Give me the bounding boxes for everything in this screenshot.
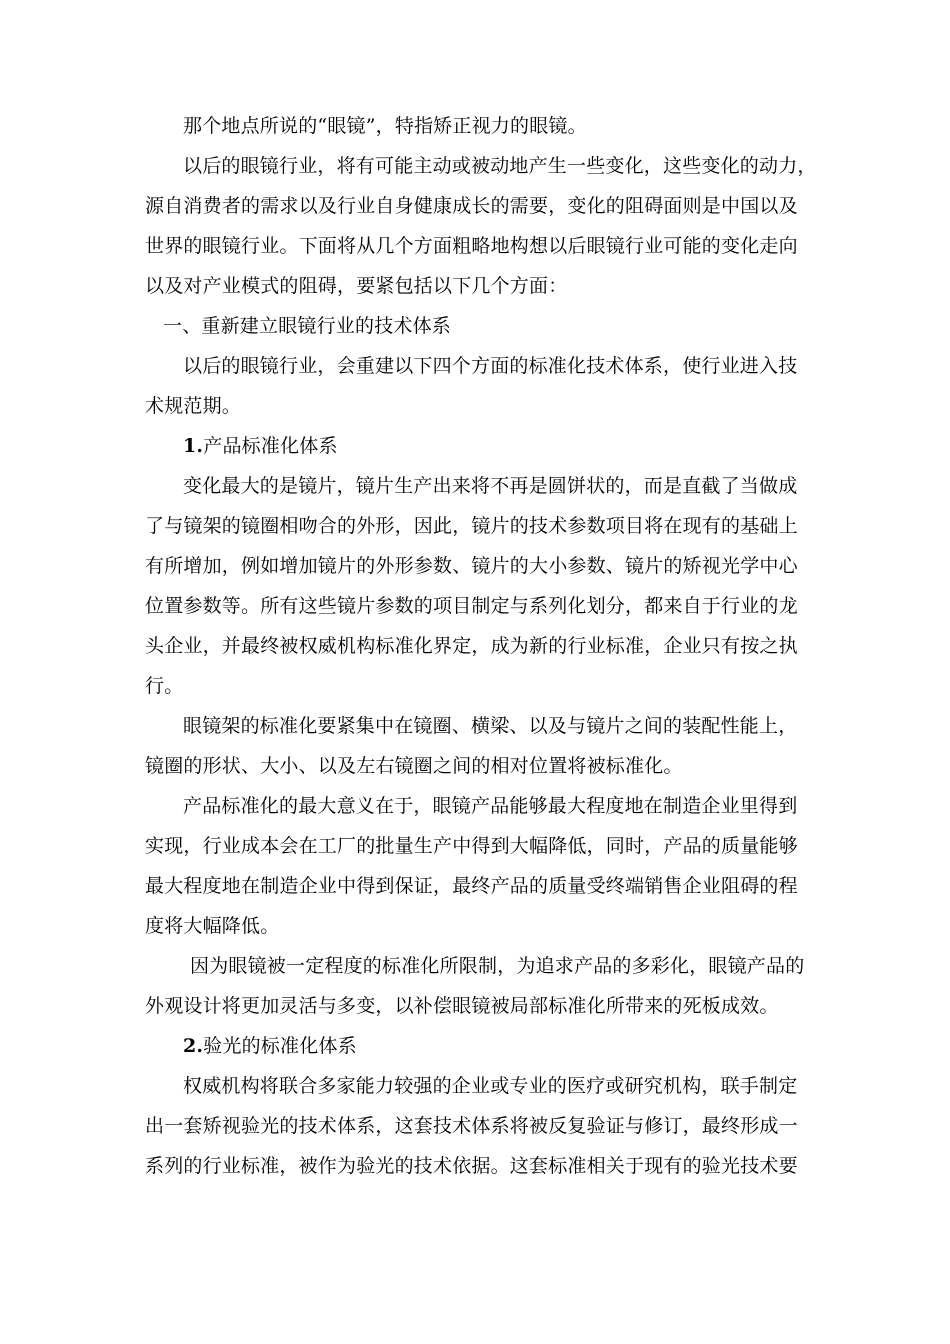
paragraph-line: 因为眼镜被一定程度的标准化所限制，为追求产品的多彩化，眼镜产品的 [190, 955, 805, 977]
paragraph-line: 变化最大的是镜片，镜片生产出来将不再是圆饼状的，而是直截了当做成 [183, 475, 798, 497]
paragraph-line: 以后的眼镜行业，将有可能主动或被动地产生一些变化，这些变化的动力， [183, 155, 817, 177]
paragraph-line: 系列的行业标准，被作为验光的技术依据。这套标准相关于现有的验光技术要 [145, 1155, 798, 1177]
subsection-heading [183, 1034, 357, 1058]
paragraph-line: 出一套矫视验光的技术体系，这套技术体系将被反复验证与修订，最终形成一 [145, 1115, 798, 1137]
paragraph-line: 位置参数等。所有这些镜片参数的项目制定与系列化划分，都来自于行业的龙 [145, 595, 798, 617]
paragraph-line: 头企业，并最终被权威机构标准化界定，成为新的行业标准，企业只有按之执 [145, 635, 798, 657]
paragraph-line: 产品标准化的最大意义在于，眼镜产品能够最大程度地在制造企业里得到 [183, 795, 798, 817]
paragraph-line: 度将大幅降低。 [145, 915, 280, 937]
paragraph-line: 源自消费者的需求以及行业自身健康成长的需要，变化的阻碍面则是中国以及 [145, 195, 798, 217]
paragraph-line: 权威机构将联合多家能力较强的企业或专业的医疗或研究机构，联手制定 [183, 1075, 798, 1097]
paragraph-line: 有所增加，例如增加镜片的外形参数、镜片的大小参数、镜片的矫视光学中心 [145, 555, 798, 577]
subsection-title: 产品标准化体系 [203, 435, 338, 457]
paragraph-line: 以及对产业模式的阻碍，要紧包括以下几个方面： [145, 275, 568, 297]
paragraph-line: 那个地点所说的“眼镜”，特指矫正视力的眼镜。 [183, 115, 587, 137]
paragraph-line: 最大程度地在制造企业中得到保证，最终产品的质量受终端销售企业阻碍的程 [145, 875, 798, 897]
subsection-heading [183, 434, 338, 458]
paragraph-line: 眼镜架的标准化要紧集中在镜圈、横梁、以及与镜片之间的装配性能上， [183, 715, 798, 737]
paragraph-line: 实现，行业成本会在工厂的批量生产中得到大幅降低，同时，产品的质量能够 [145, 835, 798, 857]
paragraph-line: 了与镜架的镜圈相吻合的外形，因此，镜片的技术参数项目将在现有的基础上 [145, 515, 798, 537]
subsection-number: 2. [183, 1035, 204, 1057]
paragraph-line: 术规范期。 [145, 395, 242, 417]
paragraph-line: 行。 [145, 675, 184, 697]
paragraph-line: 以后的眼镜行业，会重建以下四个方面的标准化技术体系，使行业进入技 [183, 355, 798, 377]
section-heading: 一、重新建立眼镜行业的技术体系 [163, 315, 452, 337]
paragraph-line: 世界的眼镜行业。下面将从几个方面粗略地构想以后眼镜行业可能的变化走向 [145, 235, 798, 257]
subsection-number: 1. [183, 435, 204, 457]
paragraph-line: 外观设计将更加灵活与多变，以补偿眼镜被局部标准化所带来的死板成效。 [145, 995, 779, 1017]
paragraph-line: 镜圈的形状、大小、以及左右镜圈之间的相对位置将被标准化。 [145, 755, 683, 777]
subsection-title: 验光的标准化体系 [203, 1035, 357, 1057]
